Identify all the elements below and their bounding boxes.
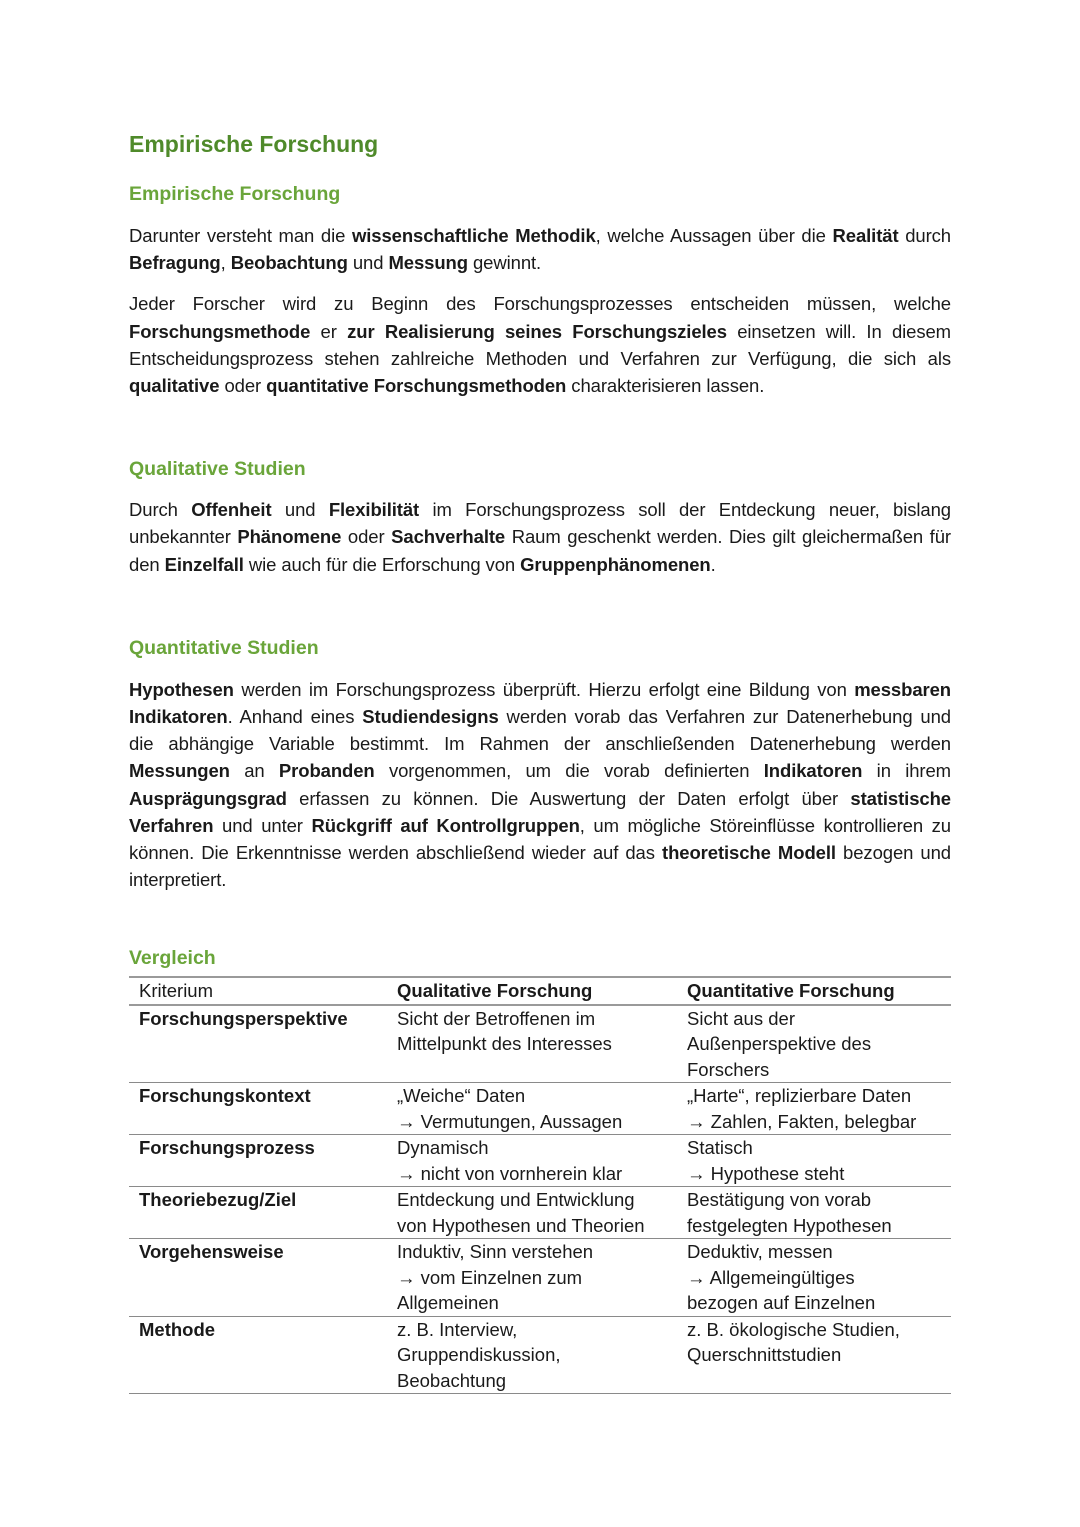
text-run: gewinnt. <box>467 252 542 274</box>
cell-line: Außenperspektive des <box>687 1033 872 1055</box>
cell-line: Sicht aus der <box>687 1007 795 1029</box>
text-run: oder <box>219 375 267 397</box>
cell-line: „Harte“, replizierbare Daten <box>687 1085 912 1107</box>
bold-term: Forschungsmethode <box>129 320 311 342</box>
text-run: und unter <box>213 814 312 836</box>
bold-term: Messung <box>388 252 468 274</box>
text-run: einsetzen will. In diesem Entscheidungsprozess stehen zahlreiche Methoden und Verfahren zur Verfügung, die sich als <box>129 320 951 369</box>
paragraph-forschungsmethode <box>129 290 951 399</box>
section-heading-empirische-forschung: Empirische Forschung <box>129 183 341 205</box>
section-heading-quantitative-studien: Quantitative Studien <box>129 636 319 659</box>
text-run: , <box>220 252 231 274</box>
cell-line: Forschers <box>687 1058 770 1080</box>
cell-line: festgelegten Hypothesen <box>687 1214 892 1236</box>
text-run: wie auch für die Erforschung von <box>243 553 521 575</box>
text-run: , um mögliche Störeinflüsse kontrollieren zu können. Die Erkenntnisse werden abschließend wieder auf das <box>129 814 951 864</box>
text-run: werden vorab das Verfahren zur Datenerhebung und die abhängige Variable bestimmt. Im Rahmen der anschließenden Datenerhebung werden <box>129 706 951 755</box>
text-run: , welche Aussagen über die <box>595 225 833 246</box>
bold-term: statistische Verfahren <box>129 787 951 836</box>
cell-line: Deduktiv, messen <box>687 1241 833 1263</box>
cell-line: von Hypothesen und Theorien <box>397 1214 645 1236</box>
section-heading-vergleich: Vergleich <box>129 947 216 970</box>
bold-term: Sachverhalte <box>391 526 506 548</box>
table-row <box>129 1316 951 1394</box>
text-run: Jeder Forscher wird zu Beginn des Forschungsprozesses entscheiden müssen, welche <box>129 293 951 315</box>
text-run: . Anhand eines <box>227 706 363 728</box>
bold-term: quantitative Forschungsmethoden <box>266 375 567 397</box>
cell-line: Sicht der Betroffenen im <box>397 1007 596 1029</box>
text-run: und <box>271 499 329 521</box>
cell-quantitative <box>677 1187 951 1239</box>
cell-line: Statisch <box>687 1137 753 1159</box>
text-run: Raum geschenkt werden. Dies gilt gleichermaßen für den <box>129 526 951 575</box>
text-run: durch <box>898 225 951 246</box>
bold-term: Befragung <box>129 252 221 274</box>
cell-qualitative <box>387 1005 677 1083</box>
comparison-table <box>129 976 951 1394</box>
cell-line: Allgemeinen <box>397 1292 499 1314</box>
text-run: er <box>310 320 348 342</box>
table-row <box>129 1135 951 1187</box>
text-run: erfassen zu können. Die Auswertung der Daten erfolgt über <box>286 787 851 809</box>
cell-kriterium: Theoriebezug/Ziel <box>129 1187 387 1239</box>
bold-term: Realität <box>832 225 899 246</box>
header-quantitative: Quantitative Forschung <box>677 977 951 1005</box>
table-row <box>129 1083 951 1135</box>
table-row <box>129 1239 951 1317</box>
table-row <box>129 1187 951 1239</box>
cell-line: Mittelpunkt des Interesses <box>397 1033 612 1055</box>
text-run: Darunter versteht man die <box>129 225 352 246</box>
text-run: in ihrem <box>862 760 951 782</box>
cell-line: „Weiche“ Daten <box>397 1085 526 1107</box>
cell-line: Induktiv, Sinn verstehen <box>397 1241 594 1263</box>
cell-line: Querschnittstudien <box>687 1344 842 1366</box>
header-kriterium: Kriterium <box>129 977 387 1005</box>
bold-term: Messungen <box>129 760 230 782</box>
header-qualitative: Qualitative Forschung <box>387 977 677 1005</box>
bold-term: theoretische Modell <box>662 842 836 864</box>
document-title: Empirische Forschung <box>129 131 379 157</box>
cell-quantitative <box>677 1005 951 1083</box>
cell-line: → Allgemeingültiges <box>687 1266 855 1288</box>
bold-term: messbaren Indikatoren <box>129 678 951 728</box>
cell-line: bezogen auf Einzelnen <box>687 1292 876 1314</box>
text-run: oder <box>341 526 392 548</box>
cell-line: → nicht von vornherein klar <box>397 1162 623 1184</box>
text-run: Durch <box>129 499 192 521</box>
bold-term: Studiendesigns <box>362 706 499 728</box>
cell-line: → Vermutungen, Aussagen <box>397 1110 623 1132</box>
paragraph-definition <box>129 222 951 276</box>
table-header-row <box>129 977 951 1005</box>
bold-term: Probanden <box>278 760 375 782</box>
paragraph-quantitative <box>129 676 951 894</box>
bold-term: wissenschaftliche Methodik <box>351 225 596 246</box>
cell-qualitative <box>387 1083 677 1135</box>
bold-term: Offenheit <box>191 499 272 521</box>
cell-line: Bestätigung von vorab <box>687 1189 872 1211</box>
bold-term: Hypothesen <box>129 678 234 700</box>
bold-term: zur Realisierung seines Forschungszieles <box>347 320 727 342</box>
cell-line: → Zahlen, Fakten, belegbar <box>687 1110 917 1132</box>
cell-kriterium: Methode <box>129 1316 387 1394</box>
section-heading-qualitative-studien: Qualitative Studien <box>129 458 306 481</box>
bold-term: qualitative <box>129 375 220 397</box>
cell-line: Gruppendiskussion, <box>397 1344 561 1366</box>
text-run: im Forschungsprozess soll der Entdeckung neuer, bislang unbekannter <box>129 499 951 548</box>
bold-term: Rückgriff auf Kontrollgruppen <box>311 814 580 836</box>
text-run: werden im Forschungsprozess überprüft. Hierzu erfolgt eine Bildung von <box>233 678 855 700</box>
cell-quantitative <box>677 1083 951 1135</box>
bold-term: Einzelfall <box>164 553 244 575</box>
cell-qualitative <box>387 1316 677 1394</box>
cell-line: → vom Einzelnen zum <box>397 1266 583 1288</box>
bold-term: Gruppenphänomenen <box>520 553 711 575</box>
document-content <box>129 128 951 1394</box>
cell-qualitative <box>387 1135 677 1187</box>
cell-qualitative <box>387 1187 677 1239</box>
cell-line: → Hypothese steht <box>687 1162 845 1184</box>
bold-term: Ausprägungsgrad <box>129 787 287 809</box>
bold-term: Flexibilität <box>328 499 420 521</box>
bold-term: Beobachtung <box>230 252 348 274</box>
cell-line: Dynamisch <box>397 1137 489 1159</box>
bold-term: Phänomene <box>237 526 342 548</box>
text-run: . <box>710 553 716 575</box>
text-run: charakterisieren lassen. <box>566 375 765 397</box>
cell-line: z. B. Interview, <box>397 1318 518 1340</box>
text-run: vorgenommen, um die vorab definierten <box>374 760 764 782</box>
text-run: und <box>347 252 389 274</box>
table-row <box>129 1005 951 1083</box>
cell-qualitative <box>387 1239 677 1317</box>
cell-line: Entdeckung und Entwicklung <box>397 1189 635 1211</box>
cell-quantitative <box>677 1316 951 1394</box>
paragraph-qualitative <box>129 496 951 578</box>
text-run: an <box>229 760 279 782</box>
cell-line: Beobachtung <box>397 1369 507 1391</box>
cell-kriterium: Forschungsprozess <box>129 1135 387 1187</box>
cell-kriterium: Forschungskontext <box>129 1083 387 1135</box>
cell-kriterium: Vorgehensweise <box>129 1239 387 1317</box>
cell-kriterium: Forschungsperspektive <box>129 1005 387 1083</box>
cell-line: z. B. ökologische Studien, <box>687 1318 900 1340</box>
text-run: bezogen und interpretiert. <box>129 842 951 891</box>
bold-term: Indikatoren <box>763 760 863 782</box>
cell-quantitative <box>677 1135 951 1187</box>
cell-quantitative <box>677 1239 951 1317</box>
